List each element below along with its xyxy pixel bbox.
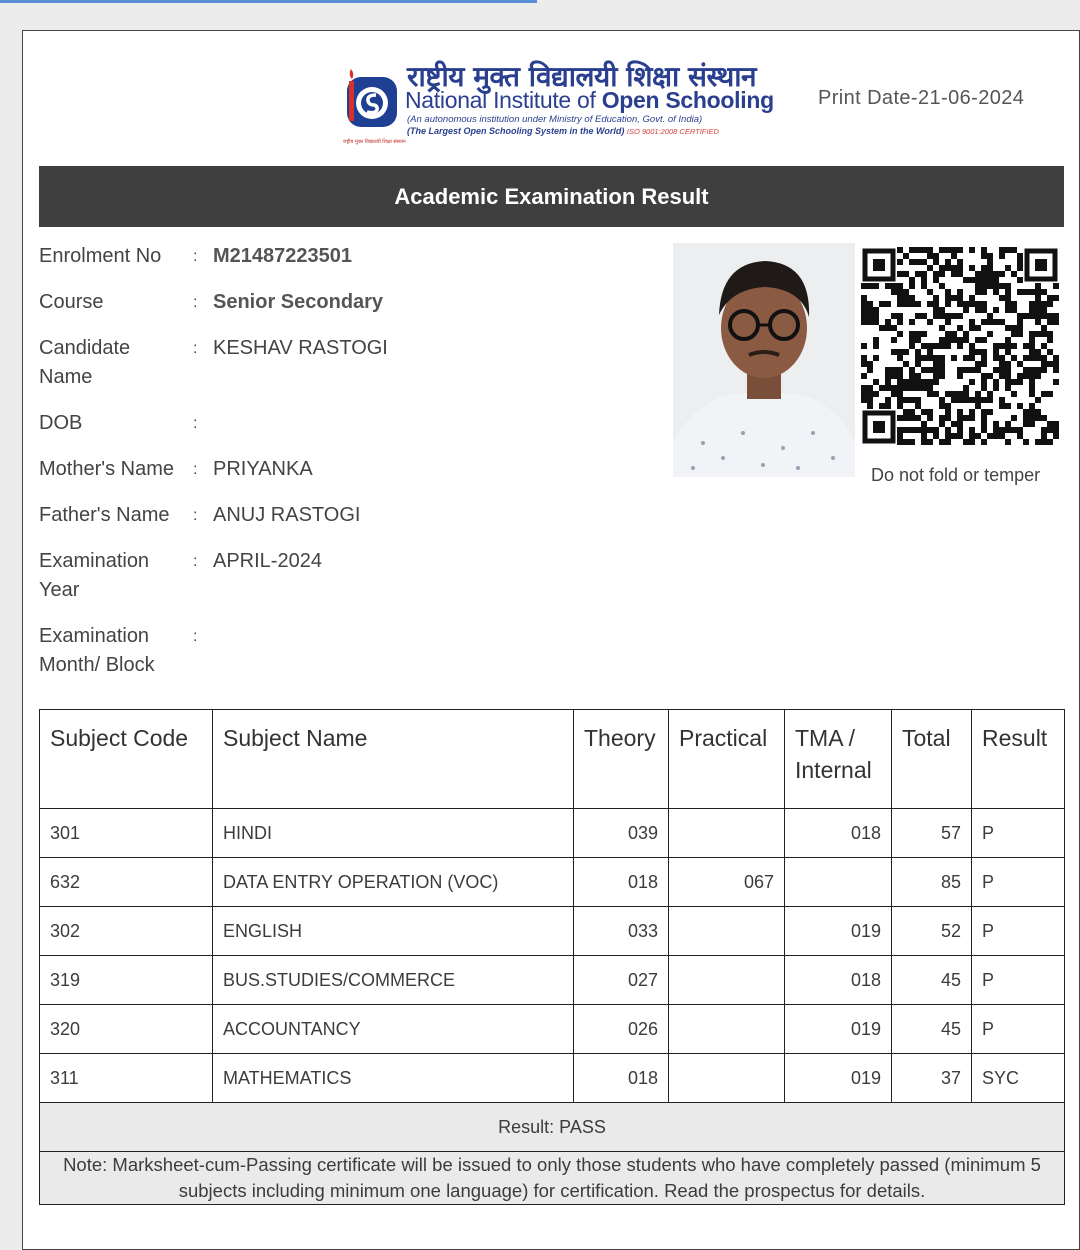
subject-name: ACCOUNTANCY — [213, 1005, 574, 1054]
internal-marks: 018 — [785, 809, 892, 858]
subject-result: P — [972, 1005, 1065, 1054]
subject-name: BUS.STUDIES/COMMERCE — [213, 956, 574, 1005]
subject-name: HINDI — [213, 809, 574, 858]
theory-marks: 018 — [574, 1054, 669, 1103]
practical-marks — [669, 956, 785, 1005]
field-label: Course — [39, 291, 104, 313]
table-row — [40, 1054, 1065, 1103]
header-theory: Theory — [574, 710, 669, 809]
field-label: Examination Month/ Block — [39, 625, 155, 676]
total-marks: 45 — [892, 956, 972, 1005]
subject-name: DATA ENTRY OPERATION (VOC) — [213, 858, 574, 907]
subject-result: P — [972, 907, 1065, 956]
field-label: Mother's Name — [39, 458, 174, 480]
header-subject-code: Subject Code — [40, 710, 213, 809]
father-value: ANUJ RASTOGI — [213, 504, 361, 526]
nios-header — [343, 51, 803, 145]
total-marks: 57 — [892, 809, 972, 858]
subject-name: ENGLISH — [213, 907, 574, 956]
table-row — [40, 858, 1065, 907]
table-row — [40, 907, 1065, 956]
result-row — [40, 1103, 1065, 1152]
practical-marks — [669, 907, 785, 956]
subject-code: 319 — [40, 956, 213, 1005]
subject-result: P — [972, 858, 1065, 907]
internal-marks: 019 — [785, 907, 892, 956]
field-label: DOB — [39, 412, 83, 434]
mother-value: PRIYANKA — [213, 458, 313, 480]
field-label: Enrolment No — [39, 245, 162, 267]
subject-code: 320 — [40, 1005, 213, 1054]
subject-code: 311 — [40, 1054, 213, 1103]
table-row — [40, 956, 1065, 1005]
subject-result: SYC — [972, 1054, 1065, 1103]
page-title: Academic Examination Result — [39, 166, 1064, 227]
org-subtitle: (An autonomous institution under Ministry of Education, Govt. of India) — [407, 114, 703, 125]
course-value: Senior Secondary — [213, 291, 384, 313]
qr-note: Do not fold or temper — [871, 465, 1041, 485]
internal-marks: 018 — [785, 956, 892, 1005]
overall-result: Result: PASS — [40, 1103, 1065, 1152]
theory-marks: 018 — [574, 858, 669, 907]
subject-code: 302 — [40, 907, 213, 956]
note-row — [40, 1152, 1065, 1205]
enrolment-value: M21487223501 — [213, 245, 353, 267]
subject-result: P — [972, 956, 1065, 1005]
candidate-value: KESHAV RASTOGI — [213, 337, 388, 359]
table-header-row — [40, 710, 1065, 809]
org-hindi-name: राष्ट्रीय मुक्त विद्यालयी शिक्षा संस्थान — [407, 60, 757, 93]
table-row — [40, 809, 1065, 858]
practical-marks — [669, 1005, 785, 1054]
org-tagline: (The Largest Open Schooling System in the World) ISO 9001:2008 CERTIFIED — [407, 126, 719, 136]
field-label: Examination Year — [39, 550, 150, 601]
top-accent-line — [0, 0, 537, 3]
header-subject-name: Subject Name — [213, 710, 574, 809]
theory-marks: 033 — [574, 907, 669, 956]
total-marks: 52 — [892, 907, 972, 956]
print-date: Print Date-21-06-2024 — [818, 87, 1025, 109]
header-practical: Practical — [669, 710, 785, 809]
subject-name: MATHEMATICS — [213, 1054, 574, 1103]
org-name: National Institute of Open Schooling — [405, 87, 774, 113]
subject-code: 301 — [40, 809, 213, 858]
subject-code: 632 — [40, 858, 213, 907]
qr-code — [861, 247, 1059, 445]
internal-marks: 019 — [785, 1005, 892, 1054]
header-result: Result — [972, 710, 1065, 809]
header-tma-internal: TMA / Internal — [785, 710, 892, 809]
internal-marks: 019 — [785, 1054, 892, 1103]
header-total: Total — [892, 710, 972, 809]
total-marks: 37 — [892, 1054, 972, 1103]
total-marks: 45 — [892, 1005, 972, 1054]
candidate-photo — [673, 243, 855, 477]
marks-table — [39, 709, 1065, 1205]
practical-marks — [669, 1054, 785, 1103]
field-label: Candidate Name — [39, 337, 131, 388]
nios-logo-icon — [343, 69, 401, 131]
practical-marks: 067 — [669, 858, 785, 907]
subject-result: P — [972, 809, 1065, 858]
certificate-note: Note: Marksheet-cum-Passing certificate will be issued to only those students who have completely passed (minimum 5 subjects including minimum one language) for certification. Read the prospectus for details. — [40, 1152, 1065, 1205]
total-marks: 85 — [892, 858, 972, 907]
theory-marks: 039 — [574, 809, 669, 858]
theory-marks: 026 — [574, 1005, 669, 1054]
exam-year-value: APRIL-2024 — [213, 550, 322, 572]
field-label: Father's Name — [39, 504, 170, 526]
result-sheet: राष्ट्रीय मुक्त विद्यालयी शिक्षा संस्थान राष्ट्रीय मुक्त विद्यालयी शिक्षा संस्थान National Institute of Open Schooling (An autonomous institution under Ministry of Education, Govt. of India) (The Largest Open Schooling System in the World) ISO 9001:2008 CERTIFIED Print Date-21-06-2024 Academic Examination Result Enrolment No : M21487223501 Course : Senior Secondary Candidate Name : KESHAV RASTOGI DOB : Mother's Name : PRIYANKA Father's Name : ANUJ RASTOGI Examination Year : APRIL-2024 Examination Month/ Block : Do not fold or temper Subject Code Subject Name Theory Practical TMA / Internal Total Result 301 HINDI 039 018 57 P 632 DATA ENTRY OPERATION (VOC) 018 067 85 P 302 ENGLISH 033 019 52 P 319 BUS.STUDIES/COMMERCE 027 018 45 P 320 ACCOUNTANCY 026 019 45 P 311 MATHEMATICS 018 019 37 SYC Result: PASS Note: Marksheet-cum-Passing certificate will be issued to only those students who have completely passed (minimum 5 subjects including minimum one language) for certification. Read the prospectus for details. — [22, 30, 1080, 1250]
table-row — [40, 1005, 1065, 1054]
internal-marks — [785, 858, 892, 907]
theory-marks: 027 — [574, 956, 669, 1005]
logo-tagline: राष्ट्रीय मुक्त विद्यालयी शिक्षा संस्थान — [343, 139, 406, 145]
practical-marks — [669, 809, 785, 858]
